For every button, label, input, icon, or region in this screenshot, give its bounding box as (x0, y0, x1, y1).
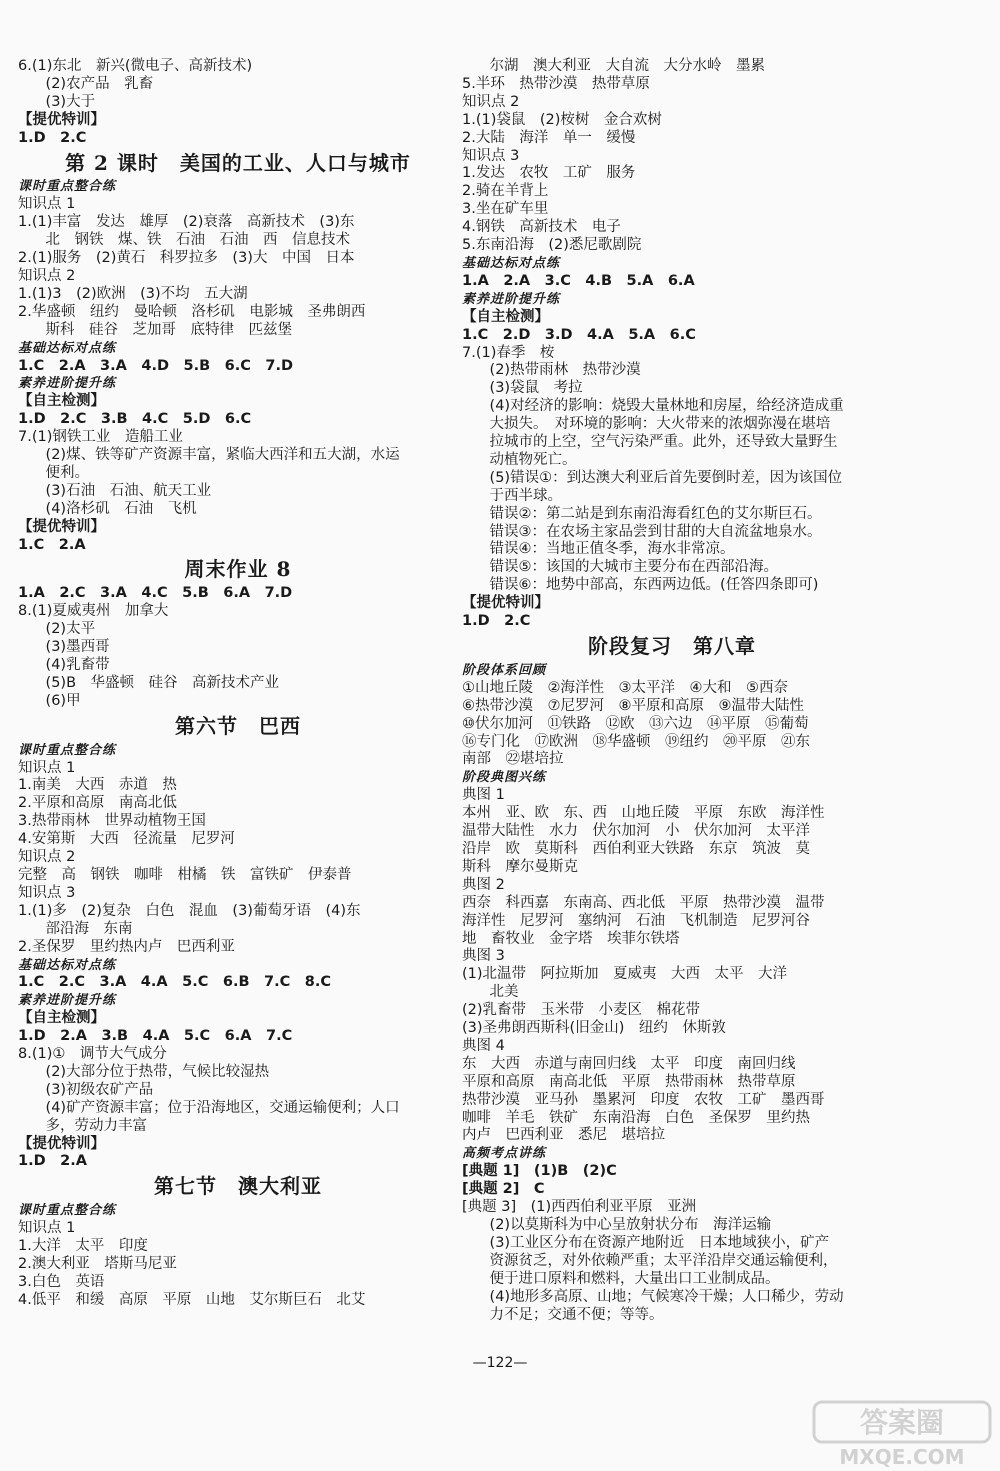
text-line: (4)矿产资源丰富；位于沿海地区，交通运输便利；人口 (45, 1099, 400, 1116)
text-line: 1.D 2.A (18, 1153, 87, 1170)
text-line: 1.C 2.D 3.D 4.A 5.A 6.C (462, 326, 696, 343)
text-line: (2)农产品 乳畜 (45, 75, 154, 92)
text-line: 平原和高原 南高北低 平原 热带雨林 热带草原 (462, 1073, 796, 1090)
text-line: 温带大陆性 水力 伏尔加河 小 伏尔加河 太平洋 (462, 823, 810, 840)
text-line: 【自主检测】 (18, 393, 105, 410)
text-line: 尔湖 澳大利亚 大自流 大分水岭 墨累 (489, 58, 766, 74)
text-line: 1.D 2.C (462, 613, 531, 630)
text-line: 5.东南沿海 (2)悉尼歌剧院 (462, 237, 642, 254)
subsection-label: 课时重点整合练 (18, 179, 117, 195)
text-line: (4)乳畜带 (45, 657, 110, 673)
text-line: 东 大西 赤道与南回归线 太平 印度 南回归线 (462, 1055, 796, 1072)
text-line: 7.(1)钢铁工业 造船工业 (18, 429, 183, 446)
text-line: 5.半环 热带沙漠 热带草原 (462, 75, 650, 92)
subsection-label: 课时重点整合练 (18, 742, 117, 758)
text-line: ①山地丘陵 ②海洋性 ③太平洋 ④大和 ⑤西奈 (462, 679, 788, 696)
text-line: 完整 高 钢铁 咖啡 柑橘 铁 富铁矿 伊泰普 (18, 866, 352, 883)
text-line: 典图 3 (462, 948, 505, 965)
subsection-label: 素养进阶提升练 (18, 376, 117, 392)
text-line: 4.钢铁 高新技术 电子 (462, 219, 621, 236)
subsection-label: 基础达标对点练 (18, 957, 117, 973)
text-line: 知识点 1 (18, 759, 76, 776)
text-line: (4)洛杉矶 石油 飞机 (45, 500, 197, 517)
text-line: 【提优特训】 (462, 595, 549, 612)
text-line: 错误④：当地正值冬季，海水非常凉。 (489, 541, 735, 558)
text-line: 6.(1)东北 新兴(微电子、高新技术) (18, 58, 253, 74)
text-line: 内卢 巴西利亚 悉尼 堪培拉 (462, 1127, 665, 1144)
text-line: 知识点 2 (18, 849, 76, 866)
text-line: 动植物死亡。 (489, 451, 577, 468)
text-line: (3)工业区分布在资源产地附近 日本地域狭小，矿产 (489, 1234, 830, 1251)
text-line: 【自主检测】 (18, 1010, 105, 1027)
subsection-label: 素养进阶提升练 (462, 291, 561, 307)
text-line: 多，劳动力丰富 (45, 1117, 148, 1134)
right-column (462, 58, 882, 1324)
text-line: 沿岸 欧 莫斯科 西伯利亚大铁路 东京 筑波 莫 (462, 840, 810, 857)
text-line: 1.发达 农牧 工矿 服务 (462, 165, 636, 182)
text-line: 斯科 硅谷 芝加哥 底特律 匹兹堡 (45, 321, 293, 338)
left-column (18, 58, 458, 1310)
subsection-label: 阶段典图兴练 (462, 770, 547, 786)
text-line: (5)B 华盛顿 硅谷 高新技术产业 (45, 674, 280, 691)
subsection-label: 素养进阶提升练 (18, 993, 117, 1009)
text-line: 4.安第斯 大西 径流量 尼罗河 (18, 831, 235, 848)
text-line: (2)热带雨林 热带沙漠 (489, 362, 641, 379)
text-line: (2)乳畜带 玉米带 小麦区 棉花带 (462, 1002, 701, 1019)
text-line: (2)煤、铁等矿产资源丰富，紧临大西洋和五大湖，水运 (45, 447, 400, 464)
text-line: 南部 ㉒堪培拉 (462, 751, 564, 768)
text-line: (3)初级农矿产品 (45, 1081, 154, 1098)
text-line: 1.C 2.C 3.A 4.A 5.C 6.B 7.C 8.C (18, 974, 331, 991)
text-line: 错误⑥：地势中部高，东西两边低。(任答四条即可) (489, 577, 819, 594)
text-line: 知识点 2 (462, 93, 520, 110)
text-line: 1.D 2.A 3.B 4.A 5.C 6.A 7.C (18, 1028, 293, 1045)
text-line: 地 畜牧业 金字塔 埃菲尔铁塔 (462, 930, 680, 947)
text-line: (3)袋鼠 考拉 (489, 380, 583, 397)
watermark-top: 答案圈 (859, 1406, 945, 1439)
text-line: 2.圣保罗 里约热内卢 巴西利亚 (18, 938, 235, 955)
text-line: (5)错误①：到达澳大利亚后首先要倒时差，因为该国位 (489, 469, 843, 486)
text-line: 斯科 摩尔曼斯克 (462, 858, 578, 875)
text-line: 海洋性 尼罗河 塞纳河 石油 飞机制造 尼罗河谷 (462, 912, 810, 929)
text-line: (2)大部分位于热带，气候比较湿热 (45, 1063, 270, 1080)
text-line: 知识点 1 (18, 196, 76, 213)
text-line: [典题 1] (1)B (2)C (462, 1163, 617, 1180)
section-heading: 第 2 课时 美国的工业、人口与城市 (65, 150, 411, 175)
text-line: 典图 2 (462, 876, 505, 893)
text-line: 西奈 科西嘉 东南高、西北低 平原 热带沙漠 温带 (462, 894, 825, 911)
text-line: 错误③：在农场主家品尝到甘甜的大自流盆地泉水。 (489, 523, 822, 540)
text-line: 知识点 2 (18, 267, 76, 284)
text-line: 咖啡 羊毛 铁矿 东南沿海 白色 圣保罗 里约热 (462, 1109, 810, 1126)
text-line: 北 钢铁 煤、铁 石油 石油 西 信息技术 (45, 232, 351, 249)
text-line: 1.(1)袋鼠 (2)桉树 金合欢树 (462, 111, 662, 128)
text-line: 2.(1)服务 (2)黄石 科罗拉多 (3)大 中国 日本 (18, 250, 355, 267)
text-line: 知识点 3 (18, 884, 76, 901)
text-line: 拉城市的上空，空气污染严重。此外，还导致大量野生 (489, 434, 838, 451)
text-line: 2.平原和高原 南高北低 (18, 795, 177, 812)
text-line: [典题 2] C (462, 1181, 545, 1198)
text-line: 1.(1)3 (2)欧洲 (3)不均 五大湖 (18, 285, 248, 302)
subsection-label: 高频考点讲练 (462, 1146, 547, 1162)
text-line: 1.A 2.C 3.A 4.C 5.B 6.A 7.D (18, 585, 293, 602)
text-line: (4)地形多高原、山地；气候寒冷干燥；人口稀少，劳动 (489, 1288, 844, 1305)
text-line: 错误⑤：该国的大城市主要分布在西部沿海。 (489, 559, 779, 576)
text-line: (2)太平 (45, 621, 96, 638)
text-line: 1.(1)多 (2)复杂 白色 混血 (3)葡萄牙语 (4)东 (18, 902, 361, 919)
text-line: 【提优特训】 (18, 111, 105, 128)
text-line: 典图 4 (462, 1037, 505, 1054)
text-line: 1.C 2.A 3.A 4.D 5.B 6.C 7.D (18, 357, 294, 374)
text-line: 便利。 (45, 464, 90, 481)
text-line: 1.D 2.C (18, 129, 87, 146)
text-line: 于西半球。 (489, 487, 563, 504)
text-line: 3.坐在矿车里 (462, 201, 549, 218)
text-line: (1)北温带 阿拉斯加 夏威夷 大西 太平 大洋 (462, 966, 788, 983)
text-line: 1.D 2.C 3.B 4.C 5.D 6.C (18, 411, 252, 428)
text-line: ⑯专门化 ⑰欧洲 ⑱华盛顿 ⑲纽约 ⑳平原 ㉑东 (462, 733, 810, 750)
subsection-label: 基础达标对点练 (462, 255, 561, 271)
text-line: 3.白色 英语 (18, 1273, 105, 1290)
text-line: 2.大陆 海洋 单一 缓慢 (462, 129, 636, 146)
text-line: 北美 (489, 984, 519, 1001)
text-line: 1.A 2.A 3.C 4.B 5.A 6.A (462, 272, 695, 289)
subsection-label: 基础达标对点练 (18, 340, 117, 356)
text-line: 知识点 1 (18, 1220, 76, 1237)
text-line: (3)圣弗朗西斯科(旧金山) 纽约 休斯敦 (462, 1020, 726, 1037)
text-line: 【提优特训】 (18, 518, 105, 535)
section-heading: 第六节 巴西 (175, 713, 301, 738)
text-line: 【提优特训】 (18, 1135, 105, 1152)
text-line: 2.骑在羊背上 (462, 183, 549, 200)
text-line: 本州 亚、欧 东、西 山地丘陵 平原 东欧 海洋性 (462, 805, 825, 822)
text-line: 2.澳大利亚 塔斯马尼亚 (18, 1256, 177, 1272)
text-line: 1.大洋 太平 印度 (18, 1238, 148, 1255)
text-line: ⑩伏尔加河 ⑪铁路 ⑫欧 ⑬六边 ⑭平原 ⑮葡萄 (462, 715, 809, 732)
text-line: 1.C 2.A (18, 536, 86, 553)
text-line: 8.(1)① 调节大气成分 (18, 1046, 167, 1063)
text-line: 7.(1)春季 桉 (462, 344, 555, 361)
text-line: ⑥热带沙漠 ⑦尼罗河 ⑧平原和高原 ⑨温带大陆性 (462, 697, 804, 714)
text-line: 1.南美 大西 赤道 热 (18, 777, 177, 794)
text-line: [典题 3] (1)西西伯利亚平原 亚洲 (462, 1199, 697, 1216)
text-line: (3)石油 石油、航天工业 (45, 482, 212, 499)
section-heading: 阶段复习 第八章 (588, 634, 756, 658)
text-line: 1.(1)丰富 发达 雄厚 (2)衰落 高新技术 (3)东 (18, 214, 355, 231)
text-line: 2.华盛顿 纽约 曼哈顿 洛杉矶 电影城 圣弗朗西 (18, 303, 366, 320)
text-line: (4)对经济的影响：烧毁大量林地和房屋，给经济造成重 (489, 398, 844, 415)
watermark-bottom: MXQE.COM (839, 1445, 965, 1469)
subsection-label: 课时重点整合练 (18, 1203, 117, 1219)
text-line: (2)以莫斯科为中心呈放射状分布 海洋运输 (489, 1217, 772, 1233)
text-line: 部沿海 东南 (45, 920, 133, 937)
section-heading: 周末作业 8 (184, 557, 292, 582)
text-line: 4.低平 和缓 高原 平原 山地 艾尔斯巨石 北艾 (18, 1291, 366, 1308)
text-line: 大损失。 对环境的影响：大火带来的浓烟弥漫在堪培 (489, 416, 831, 433)
text-line: (3)墨西哥 (45, 639, 110, 656)
page-number: —122— (472, 1355, 528, 1371)
text-line: (6)甲 (45, 692, 81, 709)
section-heading: 第七节 澳大利亚 (154, 1174, 322, 1199)
text-line: 3.热带雨林 世界动植物王国 (18, 813, 206, 830)
text-line: 【自主检测】 (462, 308, 549, 325)
watermark-logo (812, 1400, 992, 1470)
text-line: 典图 1 (462, 787, 505, 804)
text-line: 知识点 3 (462, 147, 520, 164)
text-line: (3)大于 (45, 93, 96, 110)
subsection-label: 阶段体系回顾 (462, 662, 547, 678)
text-line: 力不足；交通不便；等等。 (489, 1306, 664, 1323)
text-line: 热带沙漠 亚马孙 墨累河 印度 农牧 工矿 墨西哥 (462, 1091, 825, 1108)
text-line: 8.(1)夏威夷州 加拿大 (18, 603, 169, 620)
text-line: 资源贫乏，对外依赖严重；太平洋沿岸交通运输便利， (489, 1252, 838, 1269)
text-line: 便于进口原料和燃料，大量出口工业制成品。 (489, 1270, 780, 1287)
text-line: 错误②：第二站是到东南沿海看红色的艾尔斯巨石。 (489, 505, 822, 522)
